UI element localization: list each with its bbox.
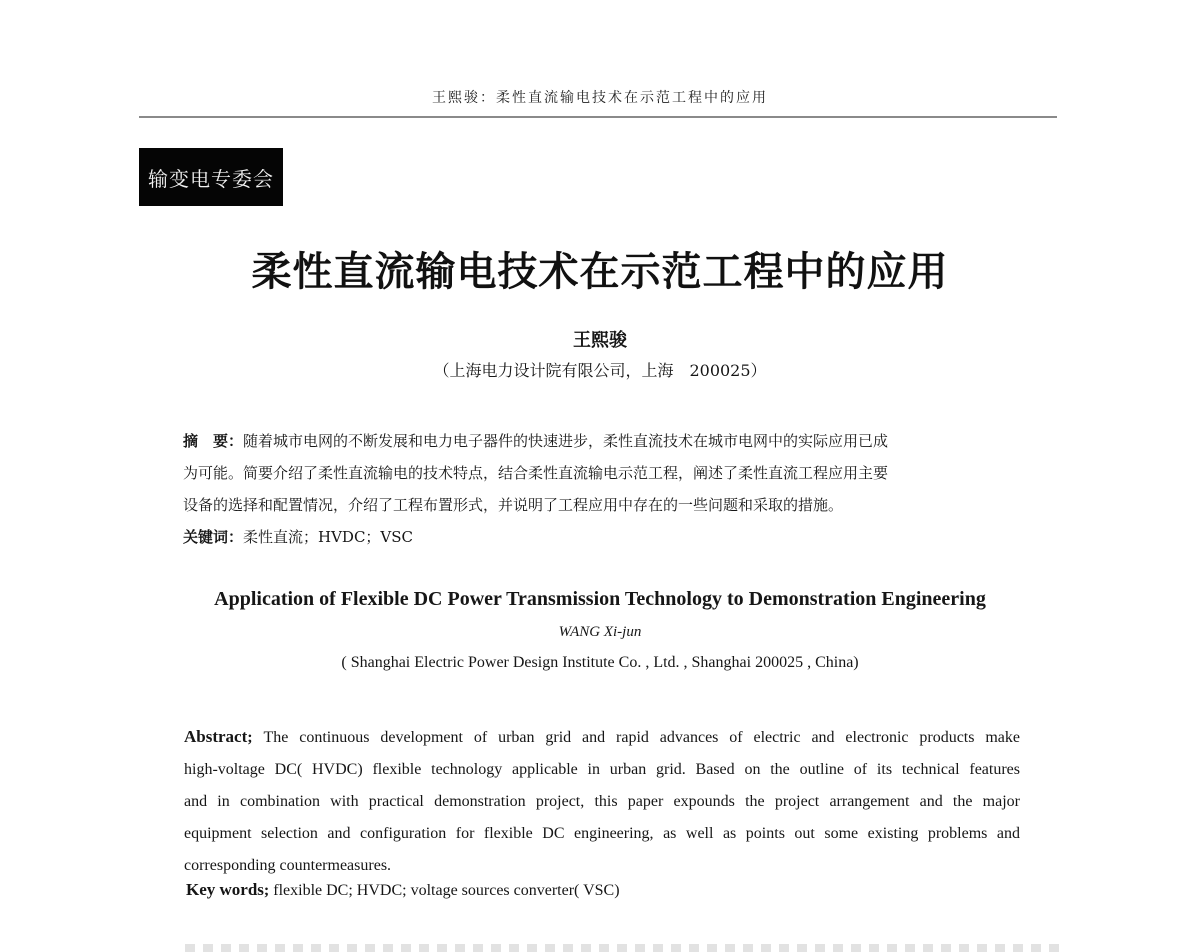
- clipped-body-text-line: [185, 944, 1060, 952]
- header-rule: [139, 116, 1057, 118]
- chinese-affiliation: （上海电力设计院有限公司，上海 200025）: [433, 361, 767, 380]
- chinese-abstract-line: 为可能。简要介绍了柔性直流输电的技术特点，结合柔性直流输电示范工程，阐述了柔性直流工程应用主要: [183, 464, 889, 482]
- chinese-keywords-label: 关键词：: [183, 528, 244, 546]
- chinese-abstract-label: 摘 要：: [183, 432, 244, 450]
- english-abstract-line: high-voltage DC( HVDC) flexible technology applicable in urban grid. Based on the outline of its technical features: [184, 761, 1020, 778]
- chinese-abstract-text: 随着城市电网的不断发展和电力电子器件的快速进步，柔性直流技术在城市电网中的实际应用已成: [243, 432, 889, 450]
- english-abstract-line: equipment selection and configuration for flexible DC engineering, as well as points out some existing problems and: [184, 825, 1020, 842]
- english-keywords: [186, 880, 620, 900]
- running-header: 王熙骏：柔性直流输电技术在示范工程中的应用: [432, 90, 768, 106]
- english-keywords-text: flexible DC; HVDC; voltage sources converter( VSC): [273, 882, 620, 899]
- english-abstract-text: The continuous development of urban grid and rapid advances of electric and electronic products make: [263, 729, 1021, 746]
- english-keywords-separator: ;: [263, 882, 274, 899]
- english-abstract: [184, 721, 1020, 882]
- english-affiliation: ( Shanghai Electric Power Design Institute Co. , Ltd. , Shanghai 200025 , China): [341, 654, 859, 671]
- chinese-title: 柔性直流输电技术在示范工程中的应用: [251, 248, 949, 295]
- english-abstract-separator: ;: [247, 729, 264, 746]
- chinese-abstract-line: 设备的选择和配置情况，介绍了工程布置形式，并说明了工程应用中存在的一些问题和采取的措施。: [183, 496, 844, 514]
- english-keywords-label: Key words: [186, 880, 264, 899]
- chinese-abstract-line: [183, 425, 1023, 457]
- english-abstract-line: and in combination with practical demonstration project, this paper expounds the project arrangement and the major: [184, 793, 1020, 810]
- chinese-keywords: [183, 521, 1023, 553]
- section-tag-label: 输变电专委会: [148, 166, 274, 191]
- english-abstract-line: [184, 721, 1020, 754]
- section-tag: [139, 148, 283, 206]
- english-author: WANG Xi-jun: [558, 624, 642, 640]
- chinese-keywords-text: 柔性直流；HVDC；VSC: [243, 528, 414, 546]
- english-abstract-label: Abstract: [184, 727, 248, 746]
- english-abstract-line: corresponding countermeasures.: [184, 857, 392, 874]
- chinese-abstract: [183, 425, 1023, 553]
- chinese-author: 王熙骏: [573, 330, 627, 351]
- english-title: Application of Flexible DC Power Transmission Technology to Demonstration Engineering: [214, 588, 986, 610]
